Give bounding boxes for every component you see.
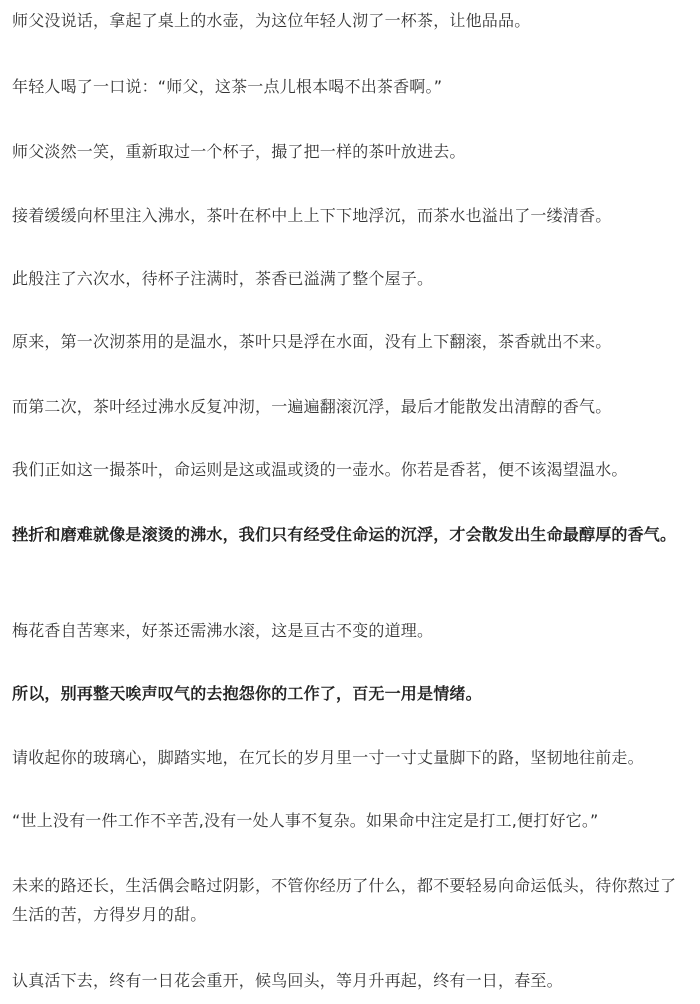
paragraph-8: 我们正如这一撮茶叶，命运则是这或温或烫的一壶水。你若是香茗，便不该渴望温水。 [12,460,628,479]
paragraph-6: 原来，第一次沏茶用的是温水，茶叶只是浮在水面，没有上下翻滚，茶香就出不来。 [12,332,612,351]
paragraph-3: 师父淡然一笑，重新取过一个杯子，撮了把一样的茶叶放进去。 [12,142,466,161]
paragraph-9-emphasis: 挫折和磨难就像是滚烫的沸水，我们只有经受住命运的沉浮，才会散发出生命最醇厚的香气。 [12,525,677,544]
paragraph-14: 未来的路还长，生活偶会略过阴影，不管你经历了什么，都不要轻易向命运低头，待你熬过了生活的苦，方得岁月的甜。 [12,876,677,924]
paragraph-2: 年轻人喝了一口说：“师父，这茶一点儿根本喝不出茶香啊。” [12,77,443,96]
paragraph-5: 此般注了六次水，待杯子注满时，茶香已溢满了整个屋子。 [12,269,434,288]
paragraph-4: 接着缓缓向杯里注入沸水，茶叶在杯中上上下下地浮沉，而茶水也溢出了一缕清香。 [12,206,612,225]
paragraph-15: 认真活下去，终有一日花会重开，候鸟回头，等月升再起，终有一日，春至。 [12,971,563,990]
paragraph-1: 师父没说话，拿起了桌上的水壶，为这位年轻人沏了一杯茶，让他品品。 [12,11,531,30]
paragraph-10: 梅花香自苦寒来，好茶还需沸水滚，这是亘古不变的道理。 [12,621,434,640]
paragraph-12: 请收起你的玻璃心，脚踏实地，在冗长的岁月里一寸一寸丈量脚下的路，坚韧地往前走。 [12,748,644,767]
paragraph-7: 而第二次，茶叶经过沸水反复冲沏，一遍遍翻滚沉浮，最后才能散发出清醇的香气。 [12,397,612,416]
paragraph-11-emphasis: 所以，别再整天唉声叹气的去抱怨你的工作了，百无一用是情绪。 [12,684,482,703]
paragraph-13-quote: “世上没有一件工作不辛苦,没有一处人事不复杂。如果命中注定是打工,便打好它。” [12,811,599,830]
